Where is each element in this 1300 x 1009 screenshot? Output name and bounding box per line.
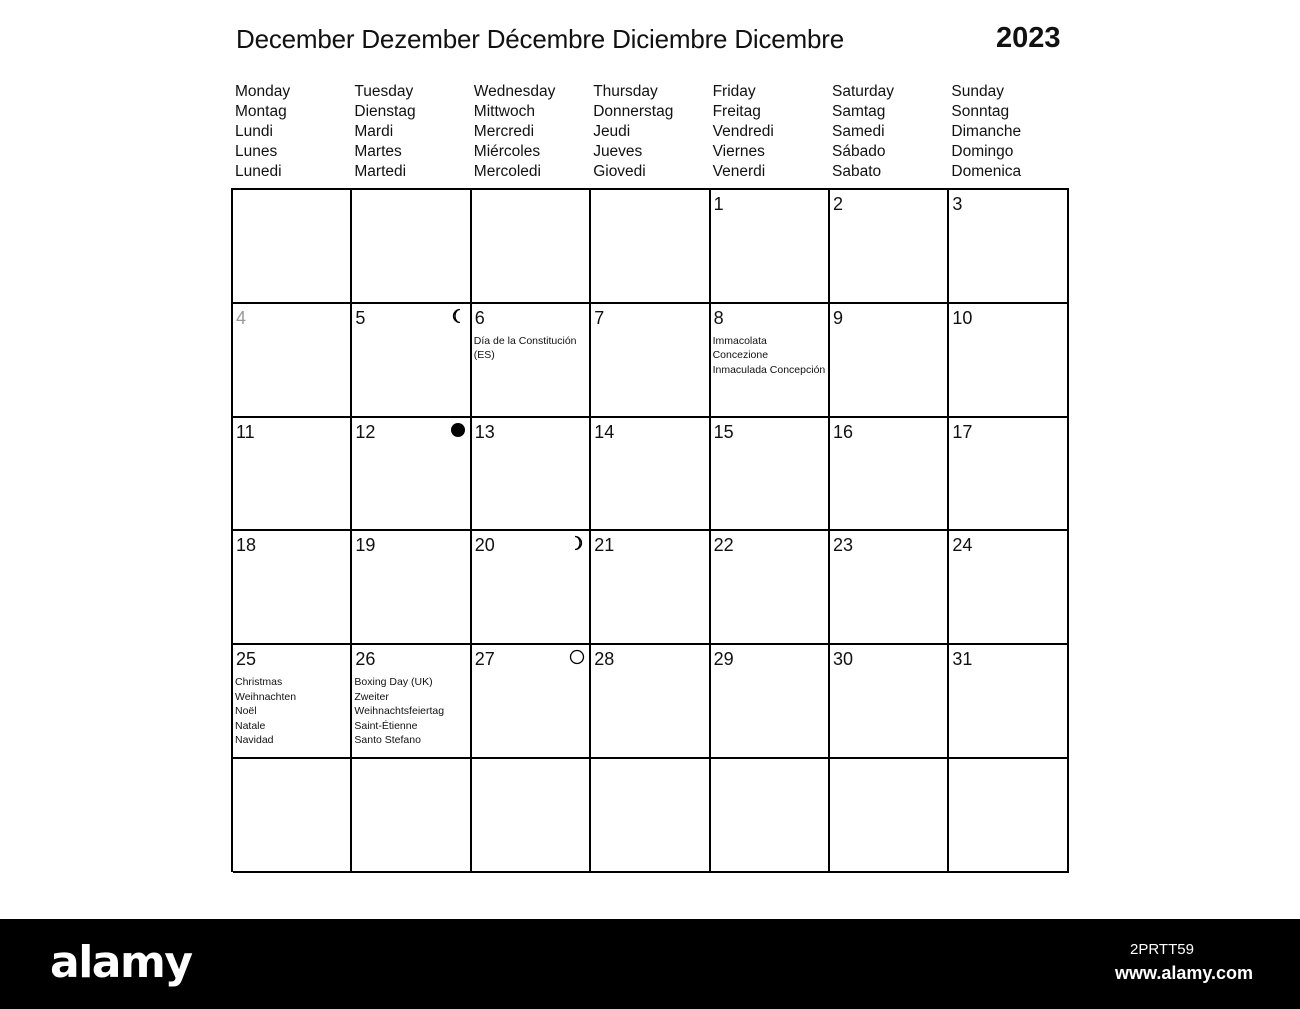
day-number: 4 [236, 307, 247, 328]
day-number: 17 [952, 421, 973, 442]
day-cell [949, 304, 1068, 418]
holiday-name: Navidad [235, 734, 274, 747]
day-cell [472, 759, 591, 873]
weekday-name: Venerdi [712, 163, 766, 180]
day-number: 8 [713, 307, 724, 328]
day-cell [711, 759, 830, 873]
weekday-name: Dienstag [354, 103, 416, 120]
day-cell [830, 531, 949, 645]
weekday-name: Samtag [832, 103, 886, 120]
weekday-column [948, 82, 1067, 182]
day-number: 9 [833, 307, 844, 328]
day-number: 7 [594, 307, 605, 328]
holiday-name: Natale [235, 719, 266, 732]
holiday-note [713, 334, 826, 378]
weekday-name: Domingo [951, 143, 1014, 160]
day-cell [352, 418, 471, 532]
weekday-name: Freitag [712, 103, 761, 120]
day-cell [472, 304, 591, 418]
day-number: 29 [713, 649, 734, 670]
weekday-name: Vendredi [712, 123, 774, 140]
day-cell [949, 759, 1068, 873]
waning-crescent-icon [450, 308, 466, 324]
day-number: 11 [236, 421, 255, 442]
day-number: 13 [474, 421, 495, 442]
weekday-name: Domenica [951, 163, 1022, 180]
day-cell [830, 418, 949, 532]
weekday-name: Sunday [951, 83, 1004, 100]
weekday-name: Friday [712, 83, 756, 100]
day-number: 14 [594, 421, 615, 442]
holiday-name: Immacolata [712, 334, 767, 347]
day-cell [711, 190, 830, 304]
weekday-name: Sonntag [951, 103, 1010, 120]
calendar-year: 2023 [996, 22, 1061, 54]
day-cell [711, 645, 830, 759]
brand-logo: alamy [50, 937, 192, 988]
day-cell [352, 531, 471, 645]
holiday-name: Weihnachten [235, 690, 297, 703]
weekday-name: Lunes [235, 143, 278, 160]
weekday-name: Martes [354, 143, 402, 160]
day-cell [830, 304, 949, 418]
holiday-note [235, 675, 348, 748]
day-cell [830, 759, 949, 873]
weekday-name: Saturday [832, 83, 895, 100]
weekday-name: Mittwoch [473, 103, 535, 120]
day-number: 6 [474, 307, 485, 328]
day-number: 10 [952, 307, 973, 328]
day-number: 27 [474, 649, 495, 670]
weekday-name: Donnerstag [593, 103, 674, 120]
holiday-name: Weihnachtsfeiertag [354, 705, 445, 718]
day-number: 25 [236, 649, 257, 670]
day-cell [591, 531, 710, 645]
weekday-column [710, 82, 829, 182]
day-number: 24 [952, 535, 973, 556]
day-cell [233, 645, 352, 759]
holiday-name: Noël [235, 705, 257, 718]
day-number: 31 [952, 649, 973, 670]
weekday-column [590, 82, 709, 182]
image-id: 2PRTT59 [1130, 941, 1194, 958]
weekday-name: Wednesday [473, 83, 556, 100]
watermark-footer [0, 919, 1300, 1009]
day-cell [830, 645, 949, 759]
weekday-name: Miércoles [473, 143, 541, 160]
weekday-name: Montag [235, 103, 287, 120]
weekday-name: Martedi [354, 163, 407, 180]
day-cell [233, 531, 352, 645]
day-number: 22 [713, 535, 734, 556]
weekday-column [232, 82, 351, 182]
day-cell [233, 304, 352, 418]
day-cell [949, 190, 1068, 304]
weekday-column [471, 82, 590, 182]
weekday-name: Sábado [832, 143, 886, 160]
day-cell [233, 418, 352, 532]
weekday-column [829, 82, 948, 182]
day-number: 3 [952, 194, 963, 214]
day-number: 15 [713, 421, 734, 442]
day-cell [949, 645, 1068, 759]
day-number: 18 [236, 535, 257, 556]
day-cell [472, 645, 591, 759]
weekday-column [351, 82, 470, 182]
weekday-name: Jeudi [593, 123, 631, 140]
day-cell [711, 531, 830, 645]
weekday-name: Viernes [712, 143, 765, 160]
weekday-name: Lunedi [235, 163, 282, 180]
day-cell [591, 190, 710, 304]
holiday-name: (ES) [473, 349, 495, 362]
day-cell [830, 190, 949, 304]
day-cell [472, 190, 591, 304]
weekday-name: Jueves [593, 143, 643, 160]
day-cell [949, 418, 1068, 532]
day-number: 30 [833, 649, 854, 670]
holiday-name: Boxing Day (UK) [354, 676, 433, 689]
site-url: www.alamy.com [1115, 963, 1254, 983]
day-cell [591, 645, 710, 759]
weekday-name: Samedi [832, 123, 885, 140]
day-cell [233, 190, 352, 304]
day-cell [591, 304, 710, 418]
weekday-name: Lundi [235, 123, 273, 140]
weekday-name: Giovedi [593, 163, 646, 180]
day-cell [711, 418, 830, 532]
day-number: 16 [833, 421, 854, 442]
day-cell [352, 645, 471, 759]
day-number: 23 [833, 535, 854, 556]
day-number: 5 [355, 307, 366, 328]
day-cell [233, 759, 352, 873]
day-cell [949, 531, 1068, 645]
day-cell [472, 531, 591, 645]
holiday-name: Zweiter [354, 690, 389, 703]
day-cell [352, 304, 471, 418]
day-number: 26 [355, 649, 376, 670]
day-number: 2 [833, 194, 844, 214]
holiday-name: Concezione [712, 349, 769, 362]
first-quarter-icon [569, 535, 585, 551]
weekday-name: Mardi [354, 123, 394, 140]
weekday-name: Sabato [832, 163, 882, 180]
day-cell [591, 418, 710, 532]
weekday-name: Tuesday [354, 83, 414, 100]
day-cell [711, 304, 830, 418]
weekday-name: Mercredi [473, 123, 535, 140]
day-cell [352, 190, 471, 304]
day-number: 20 [474, 535, 495, 556]
calendar-grid [231, 188, 1069, 872]
weekday-name: Dimanche [951, 123, 1022, 140]
calendar-title: December Dezember Décembre Diciembre Dicembre [236, 24, 844, 54]
holiday-note [354, 675, 467, 748]
day-cell [352, 759, 471, 873]
weekday-name: Thursday [593, 83, 658, 100]
day-number: 12 [355, 421, 376, 442]
weekday-name: Mercoledi [473, 163, 541, 180]
full-moon-icon [569, 649, 585, 665]
holiday-note [474, 334, 587, 363]
weekday-header [232, 82, 1068, 182]
holiday-name: Saint-Étienne [354, 719, 418, 732]
day-cell [591, 759, 710, 873]
holiday-name: Inmaculada Concepción [712, 363, 826, 376]
holiday-name: Día de la Constitución [473, 334, 577, 347]
day-number: 19 [355, 535, 376, 556]
holiday-name: Christmas [235, 676, 283, 689]
day-cell [472, 418, 591, 532]
day-number: 1 [713, 194, 724, 214]
day-number: 28 [594, 649, 615, 670]
day-number: 21 [594, 535, 615, 556]
new-moon-icon [450, 422, 466, 438]
holiday-name: Santo Stefano [354, 734, 421, 747]
weekday-name: Monday [235, 83, 291, 100]
